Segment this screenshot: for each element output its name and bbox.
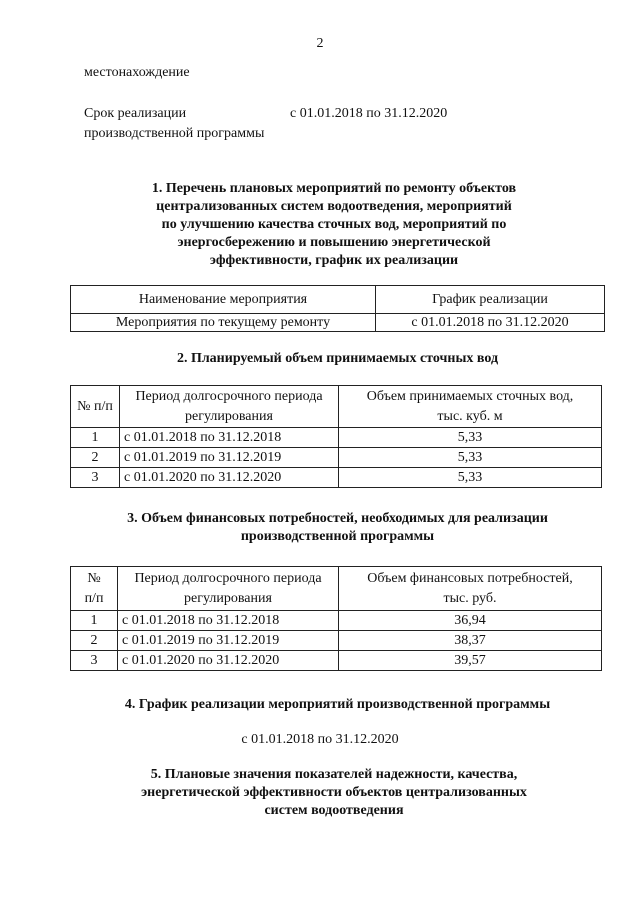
header-period bbox=[120, 386, 339, 428]
cell-num: 3 bbox=[71, 468, 120, 488]
cell-period: с 01.01.2019 по 31.12.2019 bbox=[120, 448, 339, 468]
header-period-line1: Период долгосрочного периода bbox=[134, 570, 322, 586]
table-row bbox=[71, 651, 602, 671]
header-period-line2: регулирования bbox=[184, 590, 272, 606]
section1-heading-line: эффективности, график их реализации bbox=[209, 253, 459, 268]
period-value: с 01.01.2018 по 31.12.2020 bbox=[290, 106, 448, 121]
cell-schedule: с 01.01.2018 по 31.12.2020 bbox=[376, 314, 605, 332]
section5-heading bbox=[84, 766, 584, 820]
table-row bbox=[71, 314, 605, 332]
cell-period: с 01.01.2018 по 31.12.2018 bbox=[120, 428, 339, 448]
section1-heading-line: энергосбережению и повышению энергетической bbox=[177, 235, 491, 250]
cell-finance: 39,57 bbox=[339, 651, 602, 671]
header-period bbox=[118, 567, 339, 611]
cell-volume: 5,33 bbox=[339, 468, 602, 488]
cell-finance: 38,37 bbox=[339, 631, 602, 651]
table-row bbox=[71, 468, 602, 488]
section1-heading-line: централизованных систем водоотведения, мероприятий bbox=[156, 199, 512, 214]
header-volume-line1: Объем принимаемых сточных вод, bbox=[366, 388, 574, 404]
section5-heading-line: 5. Плановые значения показателей надежности, качества, bbox=[150, 767, 518, 782]
cell-period: с 01.01.2019 по 31.12.2019 bbox=[118, 631, 339, 651]
table-row bbox=[71, 631, 602, 651]
header-volume-line2: тыс. куб. м bbox=[437, 408, 503, 424]
section3-table bbox=[70, 566, 602, 671]
cell-period: с 01.01.2018 по 31.12.2018 bbox=[118, 611, 339, 631]
table-row bbox=[71, 428, 602, 448]
cell-volume: 5,33 bbox=[339, 448, 602, 468]
header-activity-name: Наименование мероприятия bbox=[71, 286, 376, 314]
table-row bbox=[71, 611, 602, 631]
cell-num: 3 bbox=[71, 651, 118, 671]
section5-heading-line: энергетической эффективности объектов централизованных bbox=[141, 785, 527, 800]
section4-period: с 01.01.2018 по 31.12.2020 bbox=[241, 732, 399, 747]
cell-num: 2 bbox=[71, 631, 118, 651]
header-finance-line2: тыс. руб. bbox=[443, 590, 497, 606]
section1-heading-line: 1. Перечень плановых мероприятий по ремонту объектов bbox=[151, 181, 517, 196]
header-num-line2: п/п bbox=[84, 590, 104, 606]
cell-num: 1 bbox=[71, 611, 118, 631]
cell-num: 2 bbox=[71, 448, 120, 468]
header-num-line1: № bbox=[87, 570, 101, 586]
table-header-row bbox=[71, 386, 602, 428]
location-label: местонахождение bbox=[84, 65, 190, 80]
section2-table bbox=[70, 385, 602, 488]
table-header-row bbox=[71, 567, 602, 611]
header-finance-line1: Объем финансовых потребностей, bbox=[367, 570, 573, 586]
section1-heading bbox=[84, 180, 584, 270]
header-num: № п/п bbox=[71, 386, 120, 428]
section3-heading-line: производственной программы bbox=[240, 529, 435, 544]
period-label-line1: Срок реализации bbox=[84, 106, 187, 121]
header-volume bbox=[339, 386, 602, 428]
cell-finance: 36,94 bbox=[339, 611, 602, 631]
header-finance bbox=[339, 567, 602, 611]
page-number: 2 bbox=[316, 36, 324, 51]
section3-heading bbox=[70, 510, 605, 546]
table-header-row bbox=[71, 286, 605, 314]
period-label-line2: производственной программы bbox=[84, 126, 265, 141]
table-row bbox=[71, 448, 602, 468]
header-num bbox=[71, 567, 118, 611]
section5-heading-line: систем водоотведения bbox=[264, 803, 404, 818]
header-schedule: График реализации bbox=[376, 286, 605, 314]
header-period-line1: Период долгосрочного периода bbox=[135, 388, 323, 404]
section1-table bbox=[70, 285, 605, 332]
header-period-line2: регулирования bbox=[185, 408, 273, 424]
section1-heading-line: по улучшению качества сточных вод, мероприятий по bbox=[161, 217, 507, 232]
cell-period: с 01.01.2020 по 31.12.2020 bbox=[120, 468, 339, 488]
cell-period: с 01.01.2020 по 31.12.2020 bbox=[118, 651, 339, 671]
cell-activity: Мероприятия по текущему ремонту bbox=[71, 314, 376, 332]
cell-volume: 5,33 bbox=[339, 428, 602, 448]
section4-heading: 4. График реализации мероприятий производственной программы bbox=[124, 697, 551, 712]
section2-heading: 2. Планируемый объем принимаемых сточных вод bbox=[176, 351, 499, 366]
cell-num: 1 bbox=[71, 428, 120, 448]
section3-heading-line: 3. Объем финансовых потребностей, необходимых для реализации bbox=[127, 511, 548, 526]
